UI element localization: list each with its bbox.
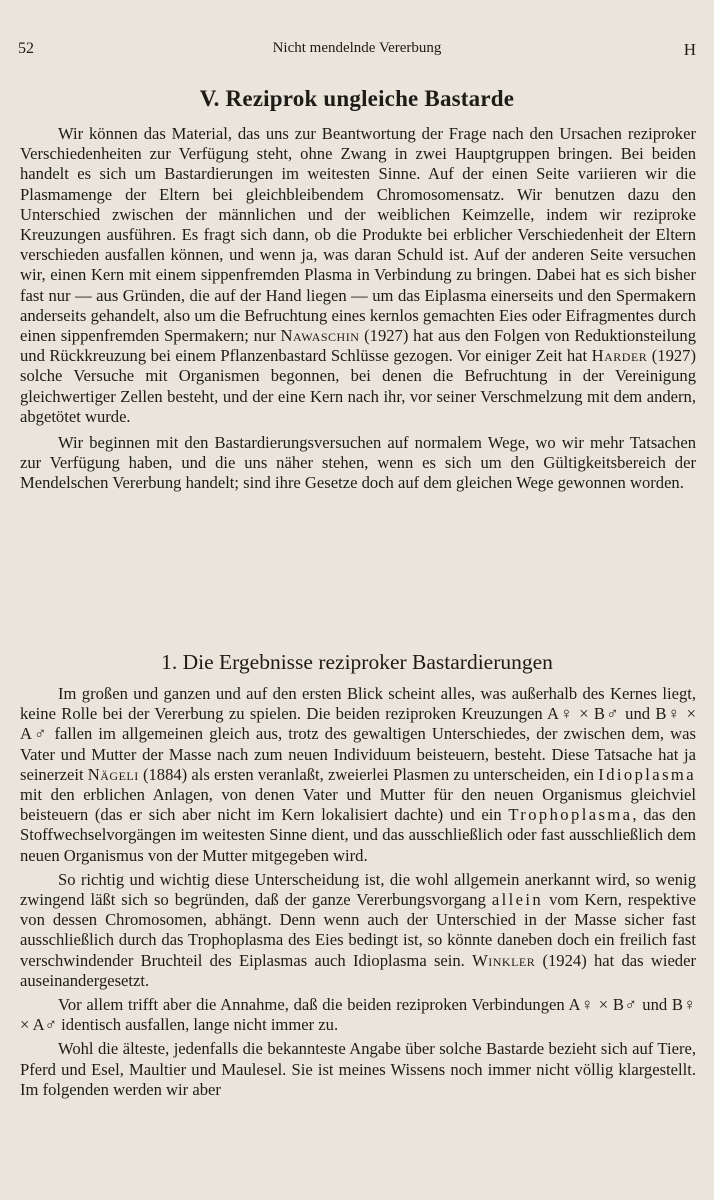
intro-paragraph-2: Wir beginnen mit den Bastardierungsversuchen auf normalem Wege, wo wir mehr Tatsachen zur Verfügung haben, und die uns näher stehen, wenn es sich um den Gültigkeitsbereich der Mendelschen Vererbung handelt; sind ihre Gesetze doch auf dem gleichen Wege gewonnen worden. bbox=[20, 433, 696, 493]
body-paragraph-2: So richtig und wichtig diese Unterscheidung ist, die wohl allgemein anerkannt wird, so wenig zwingend läßt sich so begründen, daß der ganze Vererbungsvorgang allein vom Kern, respektive von dessen Chromosomen, abhängt. Denn wenn auch der Unterschied in der Masse sicher fast ausschließlich durch das Trophoplasma des Eies bedingt ist, so könnte daneben doch ein freilich fast verschwindender Bruchteil des Eiplasmas auch Idioplasma sein. Winkler (1924) hat das wieder auseinandergesetzt. bbox=[20, 869, 696, 990]
chapter-title: V. Reziprok ungleiche Bastarde bbox=[199, 86, 515, 111]
emphasis-allein: allein bbox=[491, 890, 544, 910]
intro-paragraph-1: Wir können das Material, das uns zur Beantwortung der Frage nach den Ursachen reziproker Verschiedenheiten zur Verfügung steht, ohne Zwang in zwei Hauptgruppen bringen. Bei beiden handelt es sich um Bastardierungen im weitesten Sinne. Auf der einen Seite variieren wir die Plasmamenge der Eltern bei gleichbleibendem Chromosomensatz. Wir benutzen dazu den Unterschied zwischen der männlichen und der weiblichen Keimzelle, indem wir reziproke Kreuzungen ausführen. Es fragt sich dann, ob die Produkte bei erblicher Verschiedenheit der Eltern verschieden ausfallen können, und wenn ja, was daran Schuld ist. Auf der anderen Seite versuchen wir, einen Kern mit einem sippenfremden Plasma in Verbindung zu bringen. Dabei hat es sich bisher fast nur — aus Gründen, die auf der Hand liegen — um das Eiplasma einerseits und den Spermakern anderseits gehandelt, also um die Befruchtung eines kernlos gemachten Eies oder Eifragmentes durch einen sippenfremden Spermakern; nur Nawaschin (1927) hat aus den Folgen von Reduktionsteilung und Rückkreuzung bei einem Pflanzenbastard Schlüsse gezogen. Vor einiger Zeit hat Harder (1927) solche Versuche mit Organismen begonnen, bei denen die Befruchtung in der Vereinigung gleichwertiger Zellen besteht, und der eine Kern nach ihr, vor seiner Verschmelzung mit dem andern, abgetötet wurde. bbox=[20, 124, 696, 426]
author-naegeli: Nägeli bbox=[87, 764, 139, 784]
body-paragraph-1: Im großen und ganzen und auf den ersten Blick scheint alles, was außerhalb des Kernes liegt, keine Rolle bei der Vererbung zu spielen. Die beiden reziproken Kreuzungen A♀ × B♂ und B♀ × A♂ fallen im allgemeinen gleich aus, trotz des gewaltigen Unterschiedes, der zwischen dem, was Vater und Mutter der Masse nach zum neuen Individuum beisteuern, besteht. Diese Tatsache hat ja seinerzeit Nägeli (1884) als ersten veranlaßt, zweierlei Plasmen zu unterscheiden, ein Idioplasma mit den erblichen Anlagen, von denen Vater und Mutter für den neuen Organismus gleichviel beisteuern (das er sich aber nicht im Kern lokalisiert dachte) und ein Trophoplasma, das den Stoffwechselvorgängen im weitesten Sinne dient, und das ausschließlich oder fast ausschließlich dem neuen Organismus von der Mutter mitgegeben wird. bbox=[20, 684, 696, 865]
section-heading: 1. Die Ergebnisse reziproker Bastardierungen bbox=[161, 650, 553, 674]
body-text bbox=[20, 684, 696, 1100]
author-nawaschin: Nawaschin bbox=[280, 326, 360, 346]
intro-text bbox=[20, 124, 696, 494]
page-number: 52 bbox=[18, 40, 34, 57]
term-trophoplasma: Trophoplasma bbox=[508, 805, 633, 825]
author-harder: Harder bbox=[591, 346, 648, 366]
body-paragraph-3: Vor allem trifft aber die Annahme, daß die beiden reziproken Verbindungen A♀ × B♂ und B♀ × A♂ identisch ausfallen, lange nicht immer zu. bbox=[20, 995, 696, 1035]
body-paragraph-4: Wohl die älteste, jedenfalls die bekannteste Angabe über solche Bastarde bezieht sich auf Tiere, Pferd und Esel, Maultier und Maulesel. Sie ist meines Wissens noch immer nicht völlig klargestellt. Im folgenden werden wir aber bbox=[20, 1039, 696, 1099]
term-idioplasma: Idioplasma bbox=[598, 764, 696, 784]
running-header bbox=[18, 40, 696, 64]
author-winkler: Winkler bbox=[472, 950, 536, 970]
section-letter: H bbox=[683, 40, 696, 59]
running-title: Nicht mendelnde Vererbung bbox=[272, 40, 442, 56]
